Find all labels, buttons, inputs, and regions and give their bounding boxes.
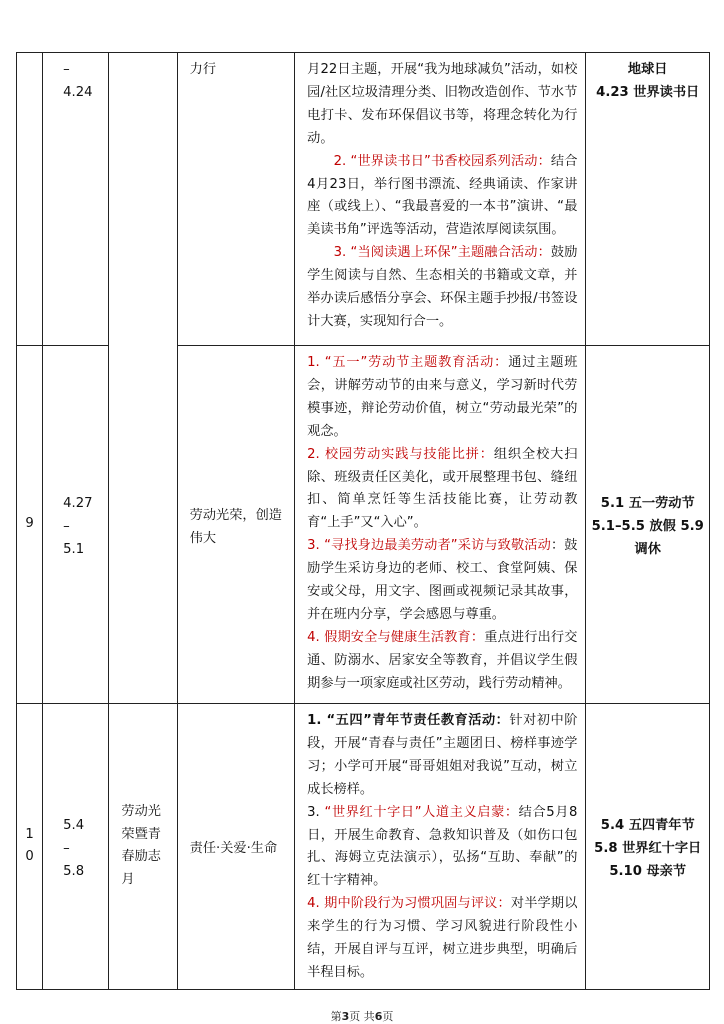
date-text: – 4.24 bbox=[63, 62, 93, 100]
list-item: 2. 校园劳动实践与技能比拼：组织全校大扫除、班级责任区美化，或开展整理书包、缝纽扣、简单烹饪等生活技能比赛，让劳动教育“上手”又“入心”。 bbox=[307, 446, 578, 531]
notes-cell bbox=[586, 53, 710, 346]
date-cell bbox=[43, 346, 109, 704]
list-item: 4. 期中阶段行为习惯巩固与评议：对半学期以来学生的行为习惯、学习风貌进行阶段性小结，开展自评与互评，树立进步典型，明确后半程目标。 bbox=[307, 896, 578, 980]
list-item: 3. “世界红十字日”人道主义启蒙：结合5月8日，开展生命教育、急救知识普及（如伤口包扎、海姆立克法演示），弘扬“互助、奉献”的红十字精神。 bbox=[307, 804, 578, 889]
theme-cell bbox=[177, 704, 295, 990]
notes-text: 5.1 五一劳动节 5.1–5.5 放假 5.9 调休 bbox=[591, 496, 704, 557]
theme-text: 力行 bbox=[189, 62, 217, 77]
content-cell bbox=[295, 704, 586, 990]
content-lead: 月22日主题，开展“我为地球减负”活动，如校园/社区垃圾清理分类、旧物改造创作、节水节电打卡、发布环保倡议书等，将理念转化为行动。 bbox=[307, 62, 578, 146]
week-number: 1 0 bbox=[25, 826, 34, 865]
theme-text: 责任·关爱·生命 bbox=[189, 840, 278, 856]
notes-text: 5.4 五四青年节 5.8 世界红十字日 5.10 母亲节 bbox=[594, 818, 702, 879]
date-text: 5.4 – 5.8 bbox=[63, 818, 85, 879]
table-row bbox=[17, 704, 710, 990]
week-number: 9 bbox=[25, 516, 34, 532]
total-pages: 6 bbox=[374, 1010, 383, 1023]
notes-text: 地球日 4.23 世界读书日 bbox=[596, 62, 700, 100]
current-page: 3 bbox=[341, 1010, 350, 1023]
date-text: 4.27 – 5.1 bbox=[63, 496, 93, 557]
list-item: 1. “五四”青年节责任教育活动：针对初中阶段，开展“青春与责任”主题团日、榜样事迹学习；小学可开展“哥哥姐姐对我说”互动，树立成长榜样。 bbox=[307, 713, 578, 797]
schedule-table bbox=[16, 52, 710, 990]
table-row bbox=[17, 53, 710, 346]
notes-cell bbox=[586, 704, 710, 990]
date-cell bbox=[43, 53, 109, 346]
list-item: 3. “当阅读遇上环保”主题融合活动：鼓励学生阅读与自然、生态相关的书籍或文章，并举办读后感悟分享会、环保主题手抄报/书签设计大赛，实现知行合一。 bbox=[307, 245, 578, 329]
theme-cell bbox=[177, 53, 295, 346]
week-cell bbox=[17, 704, 43, 990]
month-cell bbox=[109, 704, 177, 990]
theme-cell bbox=[177, 346, 295, 704]
list-item: 2. “世界读书日”书香校园系列活动：结合4月23日，举行图书漂流、经典诵读、作家讲座（或线上）、“我最喜爱的一本书”演讲、“最美读书角”评选等活动，营造浓厚阅读氛围。 bbox=[307, 153, 578, 238]
list-item: 4. 假期安全与健康生活教育：重点进行出行交通、防溺水、居家安全等教育，并倡议学生假期参与一项家庭或社区劳动，践行劳动精神。 bbox=[307, 629, 578, 691]
week-cell bbox=[17, 346, 43, 704]
week-cell bbox=[17, 53, 43, 346]
list-item: 3. “寻找身边最美劳动者”采访与致敬活动：鼓励学生采访身边的老师、校工、食堂阿姨、保安或父母，用文字、图画或视频记录其故事，并在班内分享，学会感恩与尊重。 bbox=[307, 538, 578, 622]
page-footer: 第3页 共6页 bbox=[330, 1010, 394, 1023]
list-item: 1. “五一”劳动节主题教育活动：通过主题班会，讲解劳动节的由来与意义，学习新时代劳模事迹，辩论劳动价值，树立“劳动最光荣”的观念。 bbox=[307, 355, 578, 439]
notes-cell bbox=[586, 346, 710, 704]
theme-text: 劳动光荣，创造伟大 bbox=[189, 507, 282, 546]
content-cell bbox=[295, 346, 586, 704]
month-cell bbox=[109, 53, 177, 704]
date-cell bbox=[43, 704, 109, 990]
month-theme-text: 劳动光荣暨青春励志月 bbox=[121, 803, 161, 888]
content-cell bbox=[295, 53, 586, 346]
